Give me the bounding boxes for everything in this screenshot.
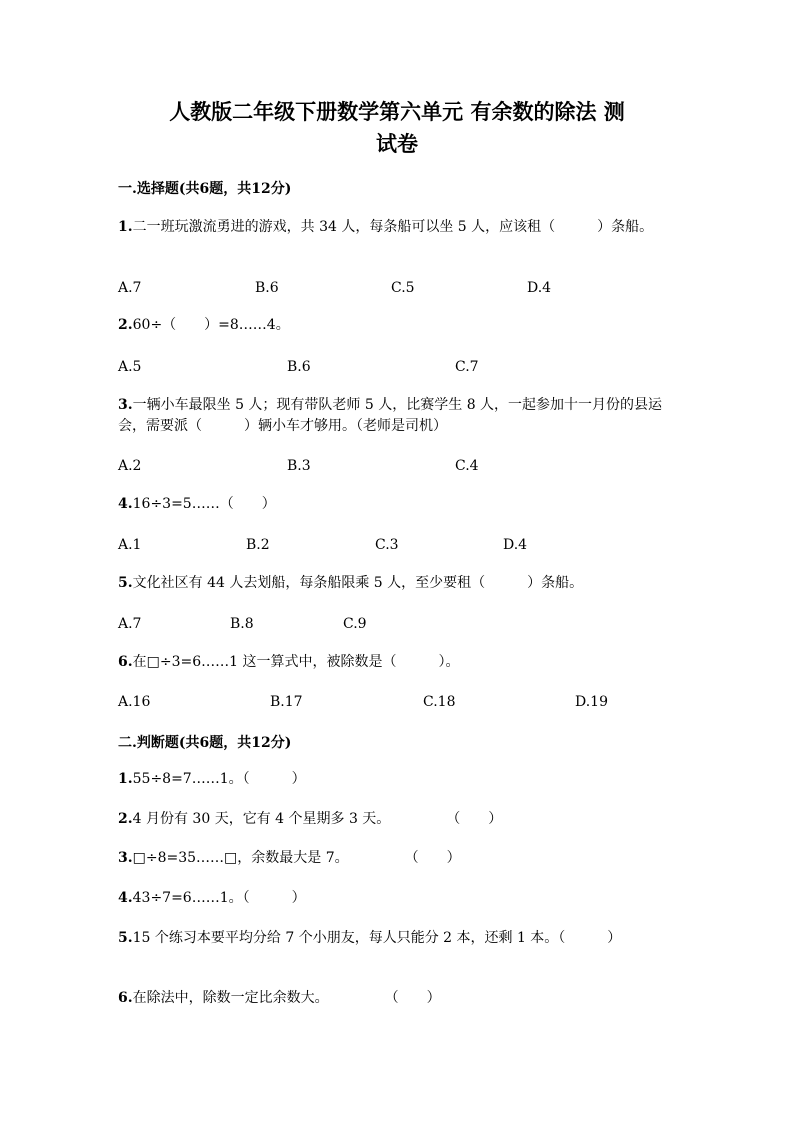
question-number: 1. (118, 219, 133, 235)
judge-question-2 (118, 809, 674, 830)
page-title-line1: 人教版二年级下册数学第六单元 有余数的除法 测 (169, 99, 625, 124)
question-number: 3. (118, 397, 133, 413)
question-number: 1. (118, 771, 133, 787)
question-number: 4. (118, 496, 133, 512)
option-c: C.7 (455, 359, 479, 375)
page-title-line2: 试卷 (376, 131, 418, 156)
judge-question-5 (118, 928, 674, 949)
question-number: 5. (118, 575, 133, 591)
option-d: D.4 (527, 280, 552, 296)
option-d: D.4 (503, 537, 528, 553)
question-number: 4. (118, 890, 133, 906)
question-text: 一辆小车最限坐 5 人；现有带队老师 5 人，比赛学生 8 人，一起参加十一月份的县运会，需要派（ ）辆小车才够用。（老师是司机） (118, 397, 663, 434)
option-c: C.4 (455, 458, 479, 474)
option-b: B.3 (287, 458, 311, 474)
question-text: 4 月份有 30 天，它有 4 个星期多 3 天。 （ ） (132, 811, 503, 827)
choice-question-2 (118, 315, 674, 336)
page-title (0, 96, 794, 160)
section-heading-choice: 一.选择题(共6题，共12分) (118, 181, 292, 197)
judge-question-3 (118, 848, 674, 869)
question-number: 6. (118, 654, 133, 670)
option-a: A.16 (118, 694, 151, 710)
option-b: B.6 (255, 280, 279, 296)
option-b: B.2 (246, 537, 270, 553)
judge-question-4 (118, 888, 674, 909)
question-text: 16÷3=5……（ ） (132, 496, 276, 512)
option-b: B.17 (270, 694, 303, 710)
option-b: B.8 (230, 616, 254, 632)
question-text: 在□÷3=6……1 这一算式中，被除数是（ ）。 (132, 654, 460, 670)
option-c: C.9 (343, 616, 367, 632)
question-text: 43÷7=6……1。（ ） (132, 890, 306, 906)
option-b: B.6 (287, 359, 311, 375)
judge-question-1 (118, 769, 674, 790)
choice-question-3 (118, 395, 674, 437)
question-text: □÷8=35……□，余数最大是 7。 （ ） (132, 850, 461, 866)
choice-question-4 (118, 494, 674, 515)
option-c: C.18 (423, 694, 456, 710)
option-a: A.5 (118, 359, 142, 375)
question-text: 55÷8=7……1。（ ） (132, 771, 306, 787)
question-number: 5. (118, 930, 133, 946)
option-c: C.3 (375, 537, 399, 553)
question-number: 2. (118, 317, 133, 333)
option-a: A.1 (118, 537, 142, 553)
choice-question-1 (118, 217, 674, 238)
question-text: 二一班玩激流勇进的游戏，共 34 人，每条船可以坐 5 人，应该租（ ）条船。 (132, 219, 654, 235)
option-a: A.7 (118, 280, 142, 296)
question-number: 3. (118, 850, 133, 866)
option-d: D.19 (575, 694, 608, 710)
option-a: A.2 (118, 458, 142, 474)
question-text: 文化社区有 44 人去划船，每条船限乘 5 人，至少要租（ ）条船。 (132, 575, 584, 591)
choice-question-5 (118, 573, 674, 594)
choice-question-6 (118, 652, 674, 673)
question-text: 在除法中，除数一定比余数大。 （ ） (132, 990, 441, 1006)
judge-question-6 (118, 988, 674, 1009)
section-heading-judge: 二.判断题(共6题，共12分) (118, 735, 292, 751)
option-a: A.7 (118, 616, 142, 632)
question-number: 2. (118, 811, 133, 827)
question-text: 60÷（ ）=8……4。 (132, 317, 290, 333)
option-c: C.5 (391, 280, 415, 296)
question-number: 6. (118, 990, 133, 1006)
question-text: 15 个练习本要平均分给 7 个小朋友，每人只能分 2 本，还剩 1 本。（ ） (132, 930, 622, 946)
